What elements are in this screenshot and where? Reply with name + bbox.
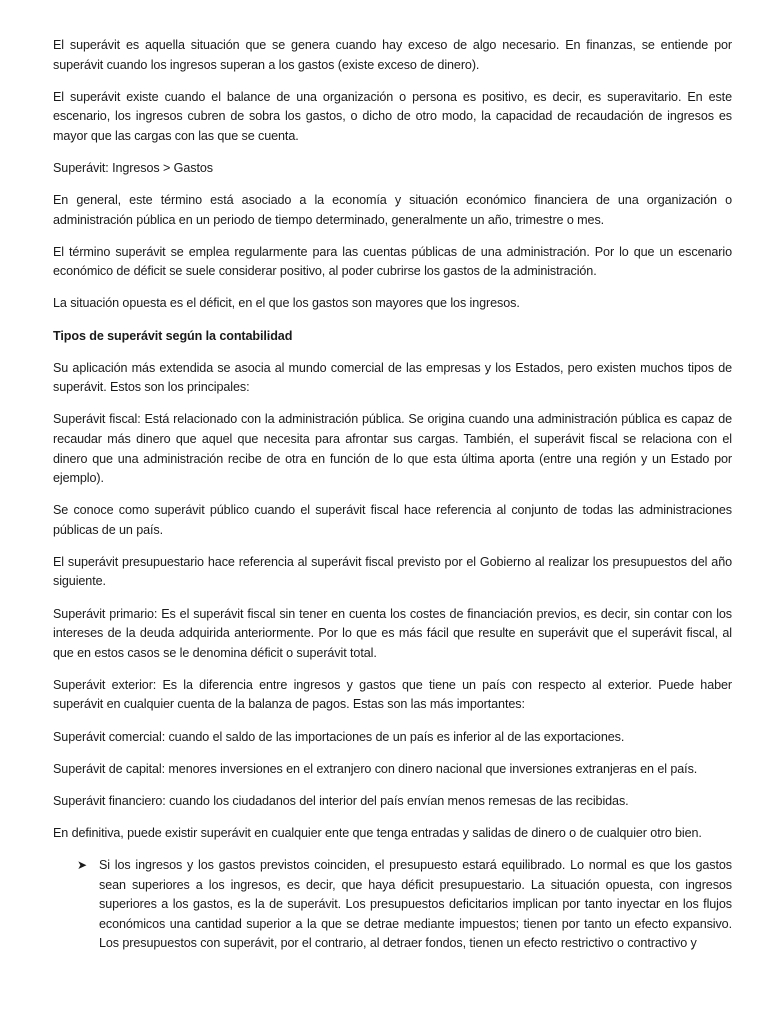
section-heading-types: Tipos de superávit según la contabilidad (53, 328, 293, 343)
paragraph-commercial: Superávit comercial: cuando el saldo de las importaciones de un país es inferior al de las exportaciones. (53, 729, 625, 744)
paragraph-budgetary: El superávit presupuestario hace referencia al superávit fiscal previsto por el Gobierno al realizar los presupuestos del año siguiente. (53, 554, 732, 589)
paragraph-conclusion: En definitiva, puede existir superávit en cualquier ente que tenga entradas y salidas de dinero o de cualquier otro bien. (53, 825, 702, 840)
paragraph-public-accounts: El término superávit se emplea regularmente para las cuentas públicas de una administración. Por lo que un escenario económico de déficit se suele considerar positivo, al poder cubrirse los gastos de la administración. (53, 244, 732, 279)
list-item (53, 856, 732, 954)
list-item-text: Si los ingresos y los gastos previstos coinciden, el presupuesto estará equilibrado. Lo normal es que los gastos sean superiores a los ingresos, es decir, que haya déficit presupuestario. La situación opuesta, con ingresos superiores a los gastos, es la de superávit. Los presupuestos deficitarios implican por tanto inyectar en los flujos económicos una cantidad superior a la que se detrae mediante impuestos; tienen por tanto un efecto expansivo. Los presupuestos con superávit, por el contrario, al detraer fondos, tienen un efecto restrictivo o contractivo y (99, 857, 732, 951)
arrow-bullet-icon: ➤ (77, 857, 87, 872)
paragraph-public: Se conoce como superávit público cuando el superávit fiscal hace referencia al conjunto de todas las administraciones públicas de un país. (53, 503, 732, 537)
paragraph-formula: Superávit: Ingresos > Gastos (53, 160, 213, 175)
paragraph-application: Su aplicación más extendida se asocia al mundo comercial de las empresas y los Estados, pero existen muchos tipos de superávit. Estos son los principales: (53, 360, 732, 395)
paragraph-fiscal: Superávit fiscal: Está relacionado con la administración pública. Se origina cuando una administración pública es capaz de recaudar más dinero que aquel que necesita para afrontar sus cargas. También, el superávit fiscal se relaciona con el dinero que una administración recibe de otra en función de lo que esta última aporta (entre una región y un Estado por ejemplo). (53, 412, 732, 486)
paragraph-balance: El superávit existe cuando el balance de una organización o persona es positivo, es decir, es superavitario. En este escenario, los ingresos cubren de sobra los gastos, o dicho de otro modo, la capacidad de recaudación de ingresos es mayor que las cargas con las que se cuenta. (53, 89, 732, 143)
paragraph-capital: Superávit de capital: menores inversiones en el extranjero con dinero nacional que inversiones extranjeras en el país. (53, 761, 698, 776)
document-page (53, 36, 732, 954)
paragraph-financial: Superávit financiero: cuando los ciudadanos del interior del país envían menos remesas de las recibidas. (53, 793, 629, 808)
paragraph-primary: Superávit primario: Es el superávit fiscal sin tener en cuenta los costes de financiación previos, es decir, sin contar con los intereses de la deuda adquirida anteriormente. Por lo que es más fácil que resulte en superávit que el superávit fiscal, al que en estos casos se le denomina déficit o superávit total. (53, 606, 732, 660)
paragraph-external: Superávit exterior: Es la diferencia entre ingresos y gastos que tiene un país con respecto al exterior. Puede haber superávit en cualquier cuenta de la balanza de pagos. Estas son las más importantes: (53, 677, 732, 712)
bullet-list (53, 856, 732, 954)
paragraph-general: En general, este término está asociado a la economía y situación económico financiera de una organización o administración pública en un periodo de tiempo determinado, generalmente un año, trimestre o mes. (53, 193, 732, 227)
paragraph-opposite: La situación opuesta es el déficit, en el que los gastos son mayores que los ingresos. (53, 296, 520, 311)
paragraph-definition: El superávit es aquella situación que se genera cuando hay exceso de algo necesario. En finanzas, se entiende por superávit cuando los ingresos superan a los gastos (existe exceso de dinero). (53, 38, 732, 72)
